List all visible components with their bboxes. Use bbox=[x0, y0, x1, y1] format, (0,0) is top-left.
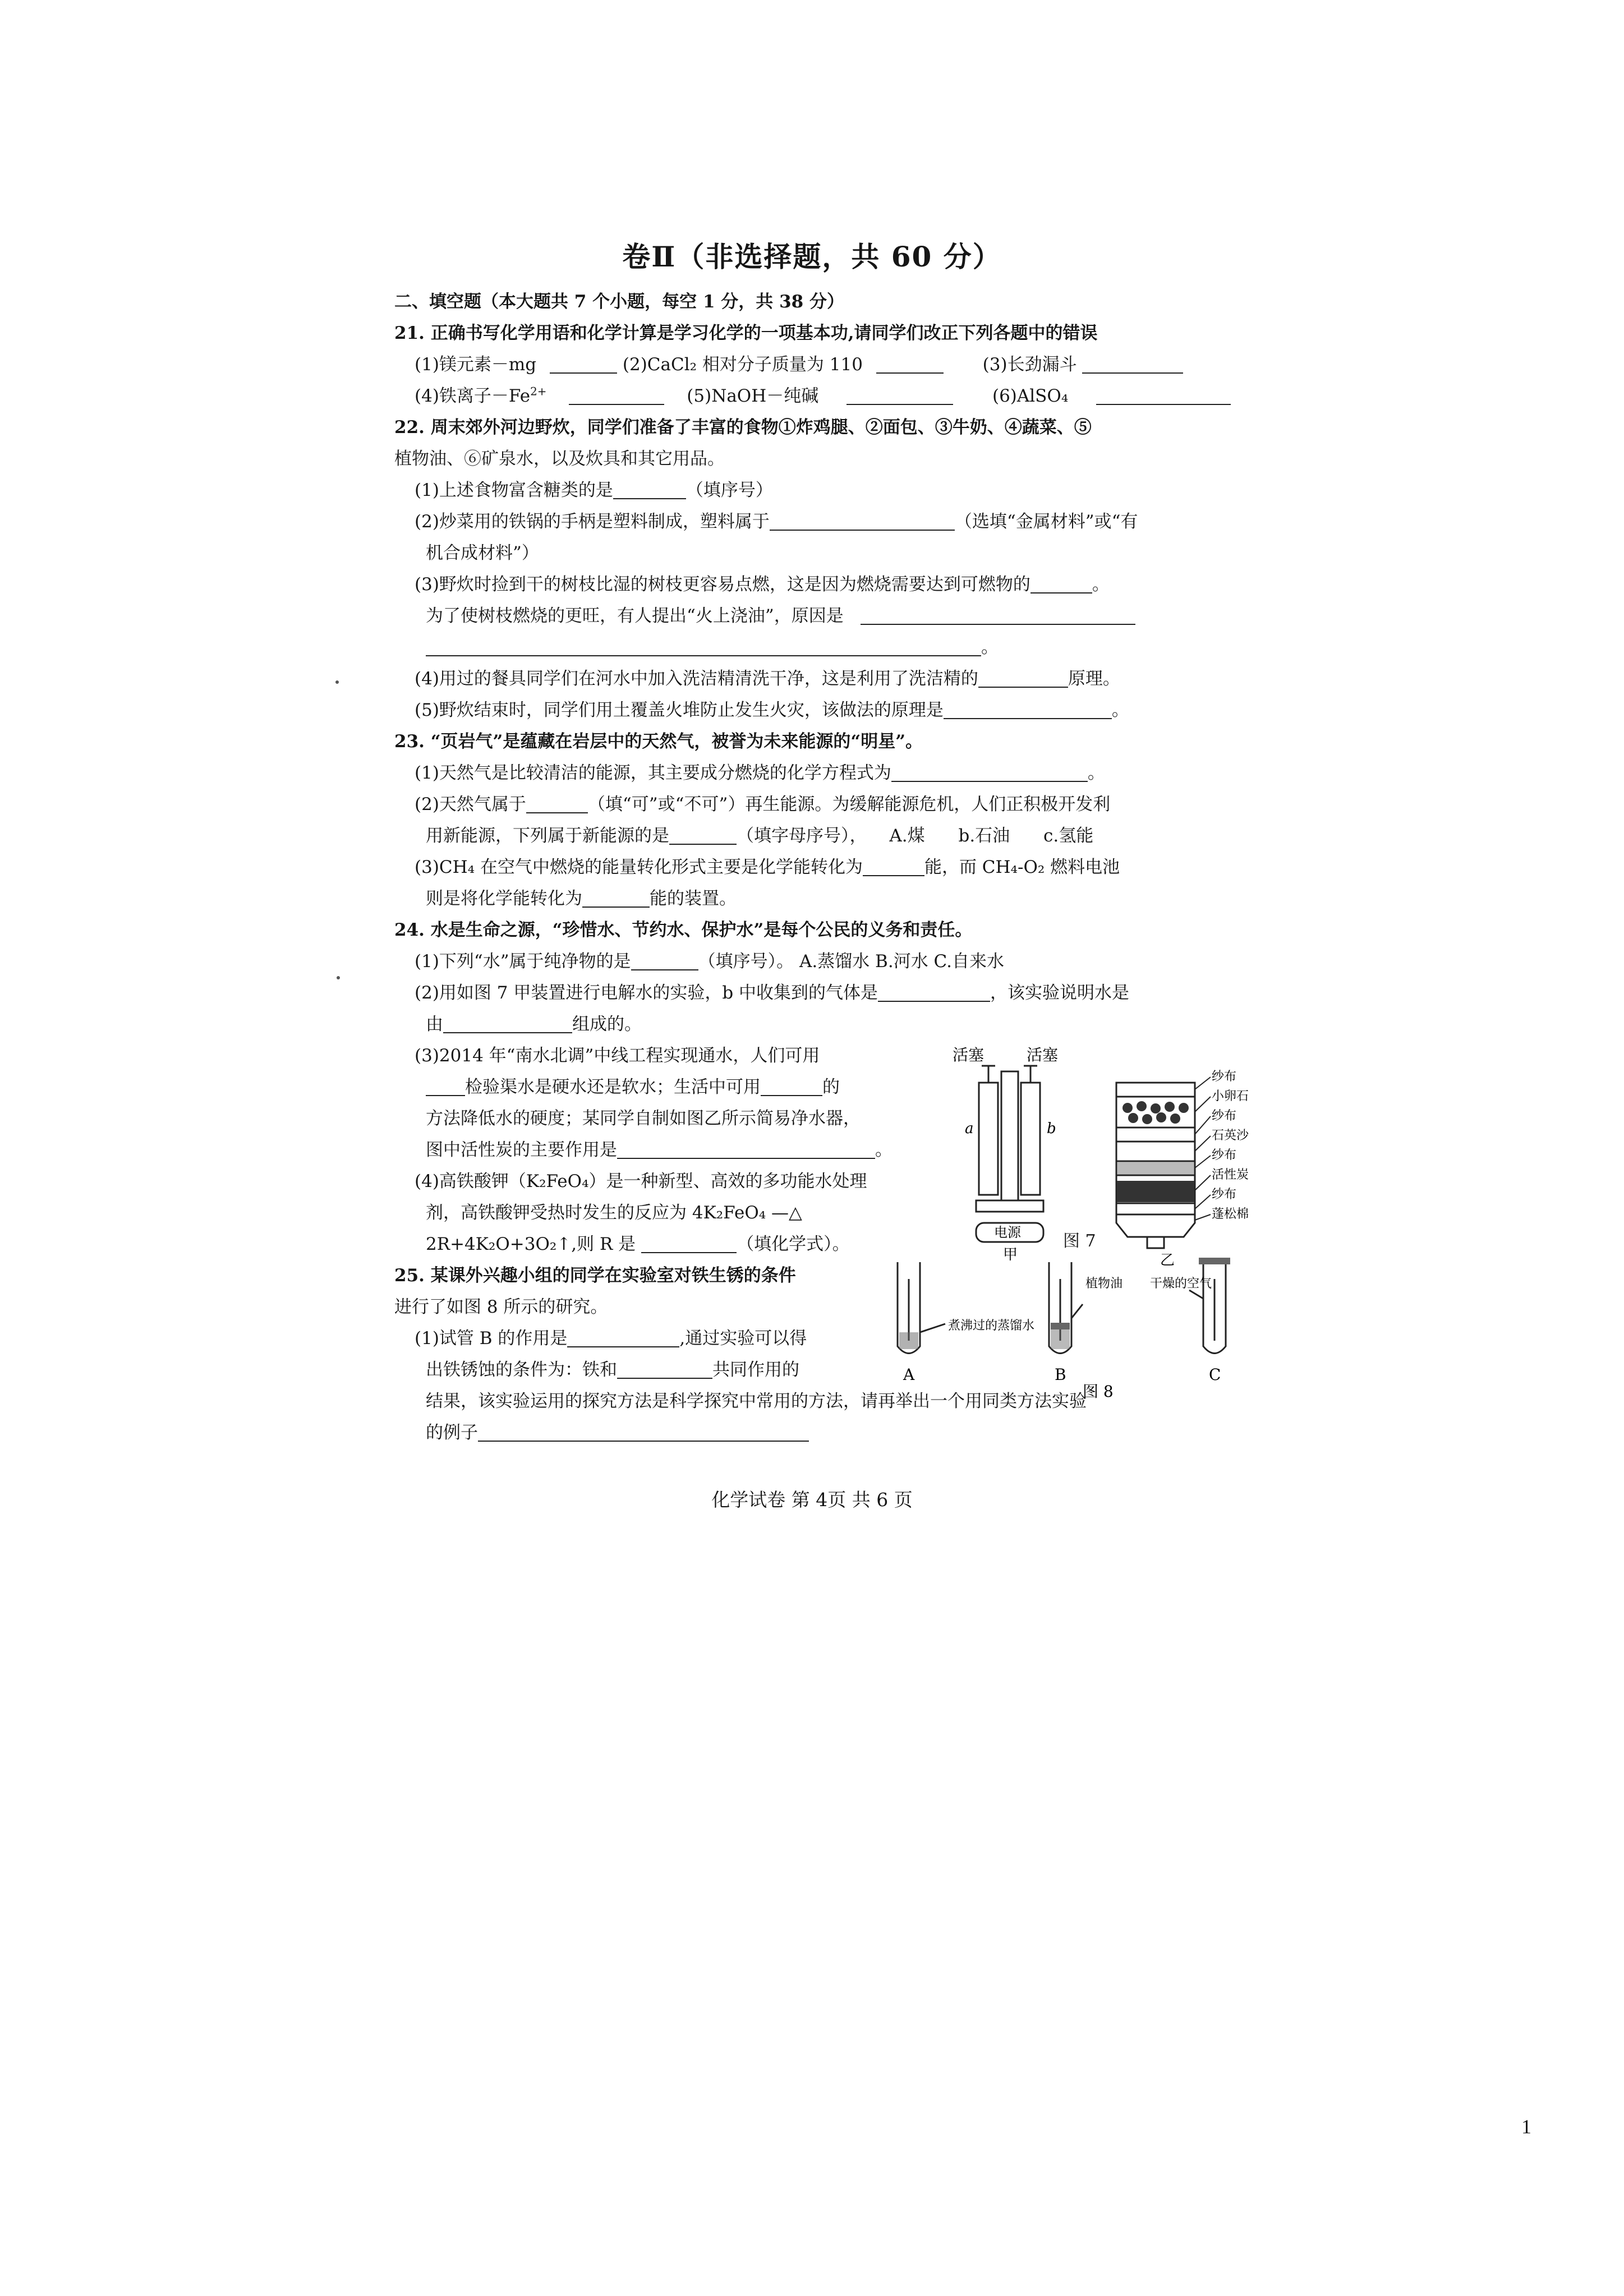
q21-item6: (6)AlSO₄ bbox=[992, 386, 1069, 406]
figure-8 bbox=[898, 1257, 1234, 1414]
answer-blank[interactable] bbox=[770, 509, 955, 531]
option-c: c.氢能 bbox=[1043, 826, 1094, 846]
label-B: B bbox=[1055, 1365, 1066, 1384]
answer-blank[interactable] bbox=[978, 666, 1068, 688]
q22-stem: 22. 周末郊外河边野炊，同学们准备了丰富的食物①炸鸡腿、②面包、③牛奶、④蔬菜、⑤ bbox=[394, 417, 1092, 438]
q21-stem: 21. 正确书写化学用语和化学计算是学习化学的一项基本功,请同学们改正下列各题中的错误 bbox=[394, 323, 1098, 343]
q22-p2-cont: 机合成材料”） bbox=[426, 543, 539, 563]
q24-p3b: 检验渠水是硬水还是软水；生活中可用 的 bbox=[394, 1071, 1230, 1103]
rust-test-tubes-diagram bbox=[898, 1257, 1234, 1414]
q25-p1c: 结果，该实验运用的探究方法是科学探究中常用的方法，请再举出一个用同类方法实验 bbox=[426, 1391, 1087, 1411]
q25-stem-cont: 进行了如图 8 所示的研究。 bbox=[394, 1297, 608, 1317]
answer-blank[interactable] bbox=[426, 1075, 465, 1096]
answer-blank[interactable] bbox=[567, 1326, 679, 1347]
answer-blank[interactable] bbox=[443, 1012, 572, 1033]
answer-blank[interactable] bbox=[1096, 384, 1231, 405]
answer-blank[interactable] bbox=[617, 1138, 875, 1159]
answer-blank[interactable] bbox=[863, 855, 924, 876]
answer-blank[interactable] bbox=[891, 761, 1088, 782]
q23-p3: (3)CH₄ 在空气中燃烧的能量转化形式主要是化学能转化为 能，而 CH₄-O₂ 燃料电池 bbox=[394, 852, 1230, 883]
answer-blank[interactable] bbox=[876, 352, 944, 374]
answer-blank[interactable] bbox=[878, 981, 990, 1002]
q22-p3b: 为了使树枝燃烧的更旺，有人提出“火上浇油”，原因是 bbox=[394, 600, 1230, 632]
q24-p3a: (3)2014 年“南水北调”中线工程实现通水，人们可用 bbox=[415, 1046, 820, 1066]
answer-blank[interactable] bbox=[478, 1420, 809, 1442]
note-boiled-water: 煮沸过的蒸馏水 bbox=[948, 1319, 1035, 1333]
q22-stem-cont: 植物油、⑥矿泉水，以及炊具和其它用品。 bbox=[394, 449, 725, 469]
answer-blank[interactable] bbox=[669, 823, 737, 845]
q22-p2: (2)炒菜用的铁锅的手柄是塑料制成，塑料属于 （选填“金属材料”或“有 bbox=[394, 506, 1230, 537]
label-valve-right: 活塞 bbox=[1027, 1046, 1059, 1064]
label-tube-a: a bbox=[965, 1120, 974, 1137]
option-a: A.煤 bbox=[889, 826, 925, 846]
q21-item1: (1)镁元素－mg bbox=[415, 355, 537, 375]
label-power: 电源 bbox=[994, 1225, 1021, 1240]
label-C: C bbox=[1209, 1365, 1221, 1384]
figure-8-caption: 图 8 bbox=[1083, 1382, 1114, 1401]
answer-blank[interactable] bbox=[861, 604, 1135, 625]
answer-blank[interactable] bbox=[631, 949, 698, 970]
q25-stem: 25. 某课外兴趣小组的同学在实验室对铁生锈的条件 bbox=[394, 1266, 796, 1286]
page-number: 1 bbox=[1521, 2115, 1531, 2138]
page-footer: 化学试卷 第 4页 共 6 页 bbox=[711, 1489, 913, 1511]
answer-blank[interactable] bbox=[944, 698, 1112, 719]
q23-p2: (2)天然气属于 （填“可”或“不可”）再生能源。为缓解能源危机，人们正积极开发利 bbox=[394, 789, 1230, 820]
q24-p4c: 2R+4K₂O+3O₂↑,则 R 是 （填化学式）。 bbox=[394, 1228, 1230, 1260]
q24-p2: (2)用如图 7 甲装置进行电解水的实验，b 中收集到的气体是 ，该实验说明水是 bbox=[394, 977, 1230, 1009]
layer-label: 石英沙 bbox=[1212, 1129, 1249, 1143]
q25-p1d: 的例子 bbox=[394, 1417, 1230, 1448]
answer-blank[interactable] bbox=[1082, 352, 1183, 374]
answer-blank[interactable] bbox=[569, 384, 664, 405]
answer-blank[interactable] bbox=[426, 635, 981, 656]
q21-row2 bbox=[394, 380, 1230, 412]
scan-speck bbox=[335, 680, 339, 684]
note-vegetable-oil: 植物油 bbox=[1085, 1277, 1123, 1291]
layer-label: 纱布 bbox=[1212, 1070, 1237, 1084]
layer-label: 纱布 bbox=[1212, 1148, 1237, 1162]
answer-blank[interactable] bbox=[550, 352, 617, 374]
tube-b bbox=[1021, 1083, 1040, 1195]
answer-blank[interactable] bbox=[846, 384, 953, 405]
q24-p4a: (4)高铁酸钾（K₂FeO₄）是一种新型、高效的多功能水处理 bbox=[415, 1171, 867, 1191]
tube-a bbox=[979, 1083, 998, 1195]
q24-stem: 24. 水是生命之源，“珍惜水、节约水、保护水”是每个公民的义务和责任。 bbox=[394, 920, 973, 940]
option-b: b.石油 bbox=[958, 826, 1010, 846]
layer-label: 蓬松棉 bbox=[1212, 1207, 1249, 1221]
answer-blank[interactable] bbox=[1030, 572, 1092, 593]
q23-p2b: 用新能源，下列属于新能源的是 （填字母序号）， A.煤 b.石油 c.氢能 bbox=[394, 820, 1230, 852]
q24-p4b: 剂，高铁酸钾受热时发生的反应为 4K₂FeO₄ —△ bbox=[426, 1203, 802, 1223]
q24-p3d: 图中活性炭的主要作用是 。 bbox=[394, 1134, 1230, 1166]
center-tube bbox=[1001, 1071, 1018, 1200]
layer-label: 纱布 bbox=[1212, 1188, 1237, 1202]
label-yi: 乙 bbox=[1160, 1252, 1175, 1269]
q22-p1: (1)上述食物富含糖类的是 （填序号） bbox=[394, 475, 1230, 506]
label-A: A bbox=[903, 1365, 915, 1384]
q21-item4: (4)铁离子$-Fe^{2+}$ bbox=[415, 384, 547, 406]
apparatus-base bbox=[976, 1200, 1043, 1212]
q24-p2b: 由 组成的。 bbox=[394, 1009, 1230, 1040]
q23-stem: 23. “页岩气”是蕴藏在岩层中的天然气，被誉为未来能源的“明星”。 bbox=[394, 731, 923, 752]
section-heading: 二、填空题（本大题共 7 个小题，每空 1 分，共 38 分） bbox=[394, 292, 845, 312]
layer-label: 小卵石 bbox=[1212, 1089, 1249, 1103]
label-jia: 甲 bbox=[1003, 1246, 1018, 1263]
q24-p3c: 方法降低水的硬度；某同学自制如图乙所示简易净水器， bbox=[426, 1108, 861, 1129]
note-dry-air: 干燥的空气 bbox=[1150, 1277, 1212, 1291]
q22-p3c: 。 bbox=[394, 632, 1230, 663]
q21-item3: (3)长劲漏斗 bbox=[982, 355, 1077, 375]
q22-p4: (4)用过的餐具同学们在河水中加入洗洁精清洗干净，这是利用了洗洁精的 原理。 bbox=[394, 663, 1230, 694]
paper-title: 卷Ⅱ（非选择题，共 60 分） bbox=[622, 240, 1002, 273]
answer-blank[interactable] bbox=[613, 478, 686, 499]
answer-blank[interactable] bbox=[526, 792, 588, 813]
q22-p5: (5)野炊结束时，同学们用土覆盖火堆防止发生火灾，该做法的原理是 。 bbox=[394, 694, 1230, 726]
answer-blank[interactable] bbox=[641, 1232, 737, 1253]
label-tube-b: b bbox=[1047, 1120, 1056, 1137]
figure-7-caption: 图 7 bbox=[1063, 1231, 1096, 1251]
q25-p1: (1)试管 B 的作用是 ,通过实验可以得 bbox=[394, 1323, 1230, 1354]
q21-item5: (5)NaOH－纯碱 bbox=[687, 386, 819, 406]
q25-p1b: 出铁锈蚀的条件为：铁和 共同作用的 bbox=[394, 1354, 1230, 1386]
q23-p1: (1)天然气是比较清洁的能源，其主要成分燃烧的化学方程式为 。 bbox=[394, 757, 1230, 789]
answer-blank[interactable] bbox=[617, 1358, 712, 1379]
answer-blank[interactable] bbox=[761, 1075, 822, 1096]
answer-blank[interactable] bbox=[582, 886, 650, 908]
q21-row1 bbox=[394, 349, 1230, 380]
layer-label: 纱布 bbox=[1212, 1109, 1237, 1123]
q22-p3: (3)野炊时捡到干的树枝比湿的树枝更容易点燃，这是因为燃烧需要达到可燃物的 。 bbox=[394, 569, 1230, 600]
q23-p3b: 则是将化学能转化为 能的装置。 bbox=[394, 883, 1230, 914]
q21-item2: (2)CaCl₂ 相对分子质量为 110 bbox=[622, 355, 863, 375]
q24-p1: (1)下列“水”属于纯净物的是 （填序号）。 A.蒸馏水 B.河水 C.自来水 bbox=[394, 946, 1230, 977]
layer-label: 活性炭 bbox=[1212, 1168, 1249, 1182]
label-valve-left: 活塞 bbox=[953, 1046, 984, 1064]
scan-speck bbox=[337, 976, 340, 979]
